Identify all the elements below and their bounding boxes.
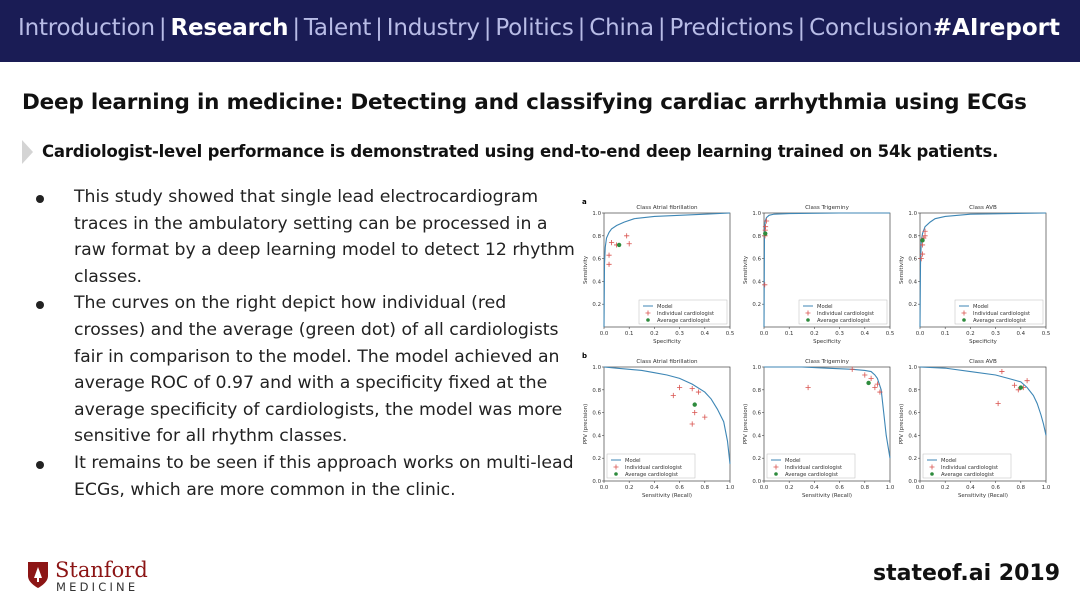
individual-cardiologist-point [677, 385, 682, 390]
x-tick-label: 0.2 [966, 331, 975, 337]
x-axis-label: Sensitivity (Recall) [957, 493, 1009, 499]
chart-title: Class Trigeminy [805, 359, 849, 365]
bullet-text: This study showed that single lead electrocardiogram traces in the ambulatory setting can be processed in a raw format by a deep learning model to detect 12 rhythm classes. [74, 187, 575, 287]
individual-cardiologist-point [690, 421, 695, 426]
y-tick-label: 0.8 [752, 387, 761, 394]
nav-separator: | [797, 15, 806, 41]
y-tick-label: 1.0 [592, 365, 601, 371]
bullet-item [30, 290, 580, 450]
x-axis-label: Sensitivity (Recall) [801, 493, 853, 499]
nav-item-politics[interactable]: Politics [495, 15, 574, 41]
y-tick-label: 0.4 [752, 433, 761, 440]
x-tick-label: 1.0 [885, 485, 895, 491]
individual-cardiologist-point [869, 376, 874, 381]
individual-cardiologist-point [606, 253, 611, 258]
x-tick-label: 0.5 [885, 331, 895, 337]
individual-cardiologist-point [627, 241, 632, 246]
chart-figure [574, 192, 1054, 518]
legend-average-swatch [614, 472, 618, 476]
y-axis-label: PPV (precision) [583, 403, 589, 445]
chart-title: Class Atrial fibrillation [636, 359, 698, 365]
nav-separator: | [483, 15, 492, 41]
x-tick-label: 0.5 [1041, 331, 1051, 337]
x-tick-label: 0.0 [759, 331, 769, 337]
individual-cardiologist-point [606, 262, 611, 267]
y-tick-label: 0.4 [592, 279, 601, 286]
y-axis-label: Sensitivity [583, 255, 589, 285]
site-label: stateof.ai 2019 [872, 561, 1060, 586]
bullet-dot-icon [36, 461, 44, 469]
average-cardiologist-point [693, 402, 697, 406]
legend-average-swatch [930, 472, 934, 476]
y-tick-label: 0.6 [592, 256, 601, 263]
x-tick-label: 0.4 [1016, 331, 1026, 337]
x-tick-label: 0.1 [784, 331, 794, 337]
x-tick-label: 0.4 [966, 485, 975, 491]
average-cardiologist-point [763, 231, 767, 235]
y-tick-label: 0.0 [908, 479, 917, 485]
x-tick-label: 0.0 [915, 331, 925, 337]
x-tick-label: 1.0 [1041, 485, 1051, 491]
y-tick-label: 0.6 [908, 410, 917, 417]
x-tick-label: 0.8 [860, 485, 870, 491]
x-tick-label: 0.8 [1016, 485, 1026, 491]
x-tick-label: 0.2 [940, 485, 950, 491]
y-tick-label: 0.8 [908, 233, 917, 240]
x-tick-label: 0.3 [675, 331, 684, 337]
legend-model-label: Model [785, 458, 801, 464]
x-tick-label: 0.4 [810, 485, 819, 491]
nav-separator: | [375, 15, 383, 41]
individual-cardiologist-point [850, 367, 855, 372]
x-tick-label: 0.6 [675, 485, 684, 491]
logo-wordmark: Stanford [55, 558, 148, 582]
legend-average-label: Average cardiologist [817, 318, 871, 324]
x-tick-label: 0.3 [991, 331, 1000, 337]
y-tick-label: 0.6 [752, 410, 761, 417]
x-axis-label: Sensitivity (Recall) [641, 493, 693, 499]
y-tick-label: 0.4 [908, 433, 917, 440]
x-tick-label: 0.4 [860, 331, 870, 337]
x-tick-label: 0.6 [991, 485, 1000, 491]
nav-separator: | [657, 15, 666, 41]
legend-individual-label: Individual cardiologist [817, 311, 874, 317]
bullet-item [30, 450, 580, 503]
individual-cardiologist-point [696, 389, 701, 394]
x-tick-label: 0.0 [599, 485, 609, 491]
x-tick-label: 1.0 [725, 485, 735, 491]
y-axis-label: Sensitivity [743, 255, 749, 285]
slide-title: Deep learning in medicine: Detecting and classifying cardiac arrhythmia using ECGs [22, 90, 1027, 115]
individual-cardiologist-point [690, 386, 695, 391]
individual-cardiologist-point [922, 233, 927, 238]
legend-model-label: Model [625, 458, 641, 464]
y-axis-label: PPV (precision) [743, 403, 749, 445]
nav-separator: | [292, 15, 300, 41]
x-axis-label: Specificity [813, 339, 841, 345]
chart-title: Class Trigeminy [805, 205, 849, 211]
y-tick-label: 0.8 [592, 233, 601, 240]
chart-title: Class Atrial fibrillation [636, 205, 698, 211]
y-tick-label: 0.8 [752, 233, 761, 240]
y-tick-label: 0.4 [908, 279, 917, 286]
legend-model-label: Model [973, 304, 989, 310]
individual-cardiologist-point [806, 385, 811, 390]
y-tick-label: 0.2 [592, 456, 601, 463]
x-tick-label: 0.0 [599, 331, 609, 337]
y-tick-label: 0.8 [592, 387, 601, 394]
y-tick-label: 0.2 [752, 302, 761, 309]
legend-model-label: Model [657, 304, 673, 310]
nav-item-industry[interactable]: Industry [386, 15, 480, 41]
y-tick-label: 1.0 [908, 365, 917, 371]
average-cardiologist-point [920, 238, 924, 242]
y-tick-label: 0.2 [908, 302, 917, 309]
slide-subtitle: Cardiologist-level performance is demonstrated using end-to-end deep learning trained on 54k patients. [42, 142, 999, 161]
legend-average-label: Average cardiologist [941, 472, 995, 478]
nav-item-conclusion[interactable]: Conclusion [809, 15, 933, 41]
x-tick-label: 0.0 [915, 485, 925, 491]
x-tick-label: 0.8 [700, 485, 710, 491]
y-tick-label: 0.0 [752, 479, 761, 485]
individual-cardiologist-point [862, 372, 867, 377]
average-cardiologist-point [617, 243, 621, 247]
y-axis-label: PPV (precision) [899, 403, 905, 445]
legend-average-label: Average cardiologist [657, 318, 711, 324]
y-tick-label: 0.4 [592, 433, 601, 440]
x-tick-label: 0.5 [725, 331, 735, 337]
y-tick-label: 0.6 [908, 256, 917, 263]
logo-subtext: MEDICINE [56, 580, 139, 594]
legend-average-swatch [806, 318, 810, 322]
bullet-dot-icon [36, 195, 44, 203]
y-tick-label: 0.4 [752, 279, 761, 286]
y-tick-label: 1.0 [752, 211, 761, 217]
legend-individual-label: Individual cardiologist [657, 311, 714, 317]
x-axis-label: Specificity [653, 339, 681, 345]
panel-label-b: b [582, 352, 588, 360]
individual-cardiologist-point [671, 393, 676, 398]
chart-title: Class AVB [969, 205, 997, 211]
bullet-dot-icon [36, 301, 44, 309]
nav-item-talent[interactable]: Talent [303, 15, 372, 41]
nav-separator: | [158, 15, 167, 41]
bullet-item [30, 184, 580, 290]
stanford-logo [26, 560, 50, 594]
individual-cardiologist-point [1025, 378, 1030, 383]
legend-average-swatch [646, 318, 650, 322]
subtitle-arrow-icon [22, 140, 33, 164]
y-tick-label: 0.2 [908, 456, 917, 463]
y-axis-label: Sensitivity [899, 255, 905, 285]
nav-separator: | [577, 15, 586, 41]
x-tick-label: 0.2 [810, 331, 819, 337]
y-tick-label: 0.2 [752, 456, 761, 463]
x-tick-label: 0.2 [784, 485, 794, 491]
chart-figure-svg [574, 192, 1054, 518]
top-nav-bar [0, 0, 1080, 62]
individual-cardiologist-point [919, 256, 924, 261]
section-nav [18, 15, 932, 41]
bullet-text: It remains to be seen if this approach works on multi-lead ECGs, which are more common in the clinic. [74, 452, 574, 500]
individual-cardiologist-point [999, 369, 1004, 374]
chart-title: Class AVB [969, 359, 997, 365]
hashtag-label: #AIreport [932, 15, 1060, 41]
x-tick-label: 0.4 [650, 485, 659, 491]
nav-item-introduction[interactable]: Introduction [18, 15, 155, 41]
individual-cardiologist-point [609, 240, 614, 245]
x-tick-label: 0.1 [624, 331, 634, 337]
average-cardiologist-point [866, 381, 870, 385]
y-tick-label: 0.6 [592, 410, 601, 417]
panel-label-a: a [582, 198, 587, 206]
individual-cardiologist-point [1012, 383, 1017, 388]
x-tick-label: 0.6 [835, 485, 844, 491]
y-tick-label: 0.6 [752, 256, 761, 263]
model-curve [920, 367, 1046, 435]
legend-individual-label: Individual cardiologist [785, 465, 842, 471]
bullet-list [30, 184, 580, 503]
x-tick-label: 0.0 [759, 485, 769, 491]
x-axis-label: Specificity [969, 339, 997, 345]
y-tick-label: 0.8 [908, 387, 917, 394]
legend-model-label: Model [941, 458, 957, 464]
legend-average-label: Average cardiologist [785, 472, 839, 478]
y-tick-label: 1.0 [752, 365, 761, 371]
bullet-text: The curves on the right depict how individual (red crosses) and the average (green dot) of all cardiologists fair in comparison to the model. The model achieved an average ROC of 0.97 and with a specificity fixed at the average specificity of cardiologists, the model was more sensitive for all rhythm classes. [74, 293, 563, 447]
individual-cardiologist-point [624, 233, 629, 238]
model-curve [604, 367, 730, 464]
legend-average-swatch [962, 318, 966, 322]
legend-individual-label: Individual cardiologist [941, 465, 998, 471]
stanford-shield-icon [26, 560, 50, 590]
individual-cardiologist-point [762, 282, 767, 287]
average-cardiologist-point [1019, 385, 1023, 389]
nav-item-china[interactable]: China [589, 15, 654, 41]
legend-individual-label: Individual cardiologist [625, 465, 682, 471]
legend-model-label: Model [817, 304, 833, 310]
individual-cardiologist-point [872, 385, 877, 390]
legend-individual-label: Individual cardiologist [973, 311, 1030, 317]
x-tick-label: 0.1 [940, 331, 950, 337]
nav-item-research[interactable]: Research [170, 15, 289, 41]
individual-cardiologist-point [996, 401, 1001, 406]
individual-cardiologist-point [702, 415, 707, 420]
legend-average-label: Average cardiologist [625, 472, 679, 478]
x-tick-label: 0.4 [700, 331, 710, 337]
legend-average-swatch [774, 472, 778, 476]
x-tick-label: 0.2 [650, 331, 659, 337]
x-tick-label: 0.3 [835, 331, 844, 337]
legend-average-label: Average cardiologist [973, 318, 1027, 324]
y-tick-label: 0.2 [592, 302, 601, 309]
y-tick-label: 1.0 [908, 211, 917, 217]
y-tick-label: 1.0 [592, 211, 601, 217]
x-tick-label: 0.2 [624, 485, 634, 491]
y-tick-label: 0.0 [592, 479, 601, 485]
nav-item-predictions[interactable]: Predictions [669, 15, 794, 41]
individual-cardiologist-point [692, 410, 697, 415]
